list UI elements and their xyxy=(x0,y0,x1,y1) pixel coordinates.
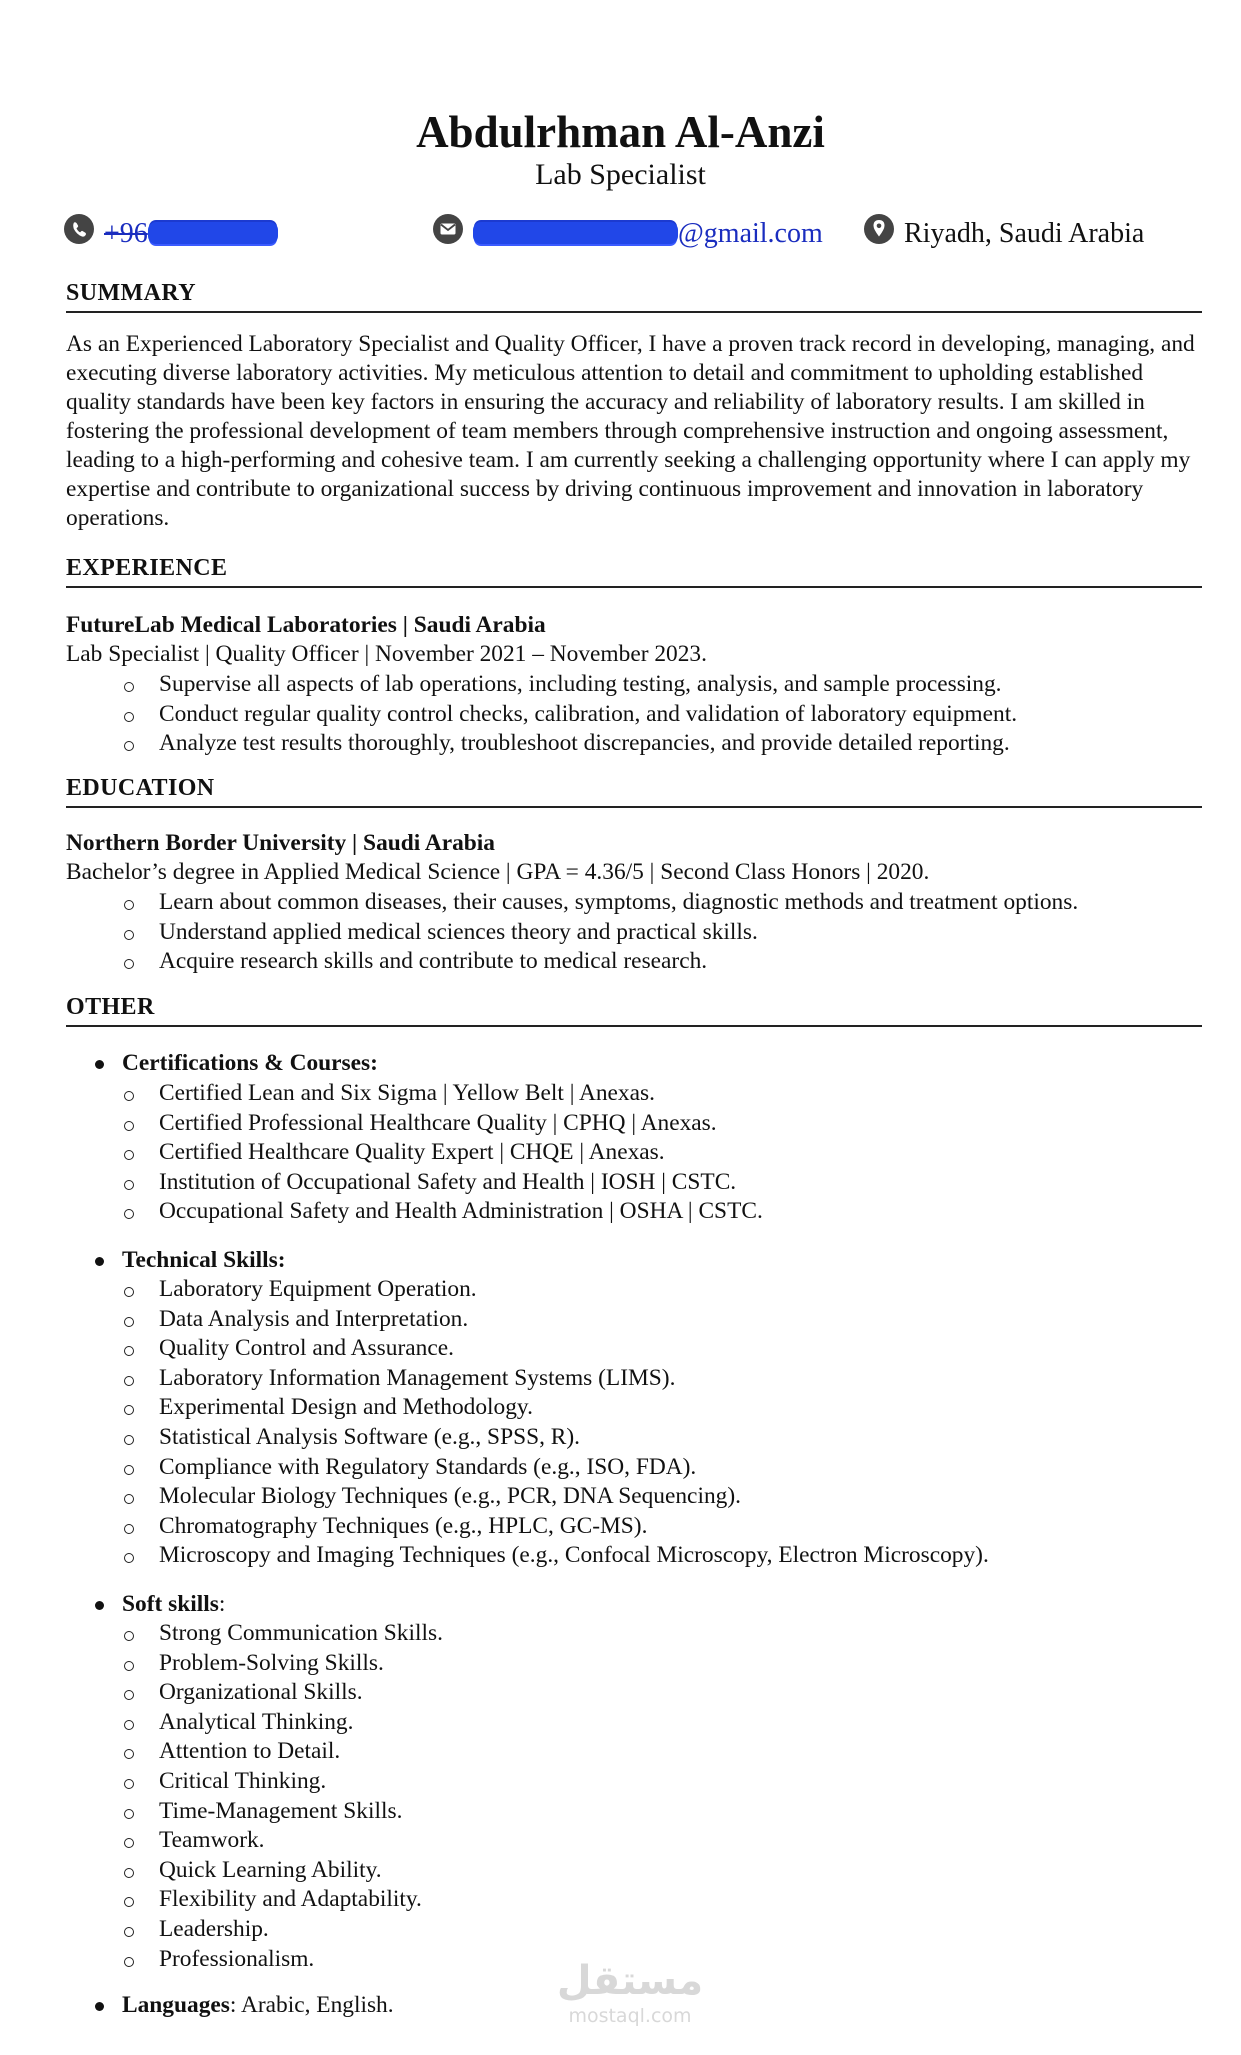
list-item: Time-Management Skills. xyxy=(122,1797,443,1827)
languages-line xyxy=(92,1991,394,2020)
education-degree: Bachelor’s degree in Applied Medical Science | GPA = 4.36/5 | Second Class Honors | 2020. xyxy=(66,859,930,885)
list-item: Strong Communication Skills. xyxy=(122,1619,443,1649)
list-item: Laboratory Information Management Systems (LIMS). xyxy=(122,1364,989,1394)
list-item: Analytical Thinking. xyxy=(122,1708,443,1738)
list-item: Certified Lean and Six Sigma | Yellow Belt | Anexas. xyxy=(122,1079,763,1109)
candidate-name: Abdulrhman Al-Anzi xyxy=(416,107,825,157)
email-icon xyxy=(433,214,463,244)
list-item: Attention to Detail. xyxy=(122,1737,443,1767)
certifications-label: Certifications & Courses: xyxy=(122,1050,378,1076)
list-item: Conduct regular quality control checks, calibration, and validation of laboratory equipment. xyxy=(122,700,1017,730)
certifications-heading xyxy=(92,1049,378,1078)
location-pin-icon xyxy=(864,214,894,244)
education-institution: Northern Border University | Saudi Arabia xyxy=(66,830,496,856)
list-item: Supervise all aspects of lab operations, including testing, analysis, and sample processing. xyxy=(122,670,1017,700)
email-redaction xyxy=(473,222,678,244)
list-item: Microscopy and Imaging Techniques (e.g., Confocal Microscopy, Electron Microscopy). xyxy=(122,1541,989,1571)
experience-organization: FutureLab Medical Laboratories | Saudi Arabia xyxy=(66,612,546,638)
languages-value: : Arabic, English. xyxy=(229,1992,394,2018)
technical-skills-list xyxy=(122,1275,989,1571)
list-item: Learn about common diseases, their causes, symptoms, diagnostic methods and treatment options. xyxy=(122,888,1078,918)
section-heading-other: OTHER xyxy=(66,991,1202,1027)
technical-skills-heading xyxy=(92,1246,286,1275)
certifications-list xyxy=(122,1079,763,1227)
list-item: Understand applied medical sciences theory and practical skills. xyxy=(122,918,1078,948)
list-item: Compliance with Regulatory Standards (e.g., ISO, FDA). xyxy=(122,1453,989,1483)
section-heading-summary: SUMMARY xyxy=(66,277,1202,313)
watermark-latin: mostaql.com xyxy=(568,2005,692,2027)
summary-paragraph: As an Experienced Laboratory Specialist and Quality Officer, I have a proven track record in developing, managing, and executing diverse laboratory activities. My meticulous attention to detail and commitment to upholding established quality standards have been key factors in ensuring the accuracy and reliability of laboratory results. I am skilled in fostering the professional development of team members through comprehensive instruction and ongoing assessment, leading to a high-performing and cohesive team. I am currently seeking a challenging opportunity where I can apply my expertise and contribute to organizational success by driving continuous improvement and innovation in laboratory operations. xyxy=(66,331,1195,531)
list-item: Certified Healthcare Quality Expert | CHQE | Anexas. xyxy=(122,1138,763,1168)
list-item: Chromatography Techniques (e.g., HPLC, GC-MS). xyxy=(122,1512,989,1542)
list-item: Critical Thinking. xyxy=(122,1767,443,1797)
email-domain: @gmail.com xyxy=(678,218,823,249)
list-item: Leadership. xyxy=(122,1915,443,1945)
list-item: Flexibility and Adaptability. xyxy=(122,1885,443,1915)
list-item: Occupational Safety and Health Administration | OSHA | CSTC. xyxy=(122,1197,763,1227)
candidate-title: Lab Specialist xyxy=(535,158,706,191)
education-outcomes-list xyxy=(122,888,1078,977)
technical-skills-label: Technical Skills: xyxy=(122,1247,286,1273)
list-item: Quick Learning Ability. xyxy=(122,1856,443,1886)
languages-label: Languages xyxy=(122,1992,230,2018)
list-item: Experimental Design and Methodology. xyxy=(122,1393,989,1423)
phone-icon xyxy=(64,214,94,244)
watermark-arabic: مستقل xyxy=(556,1958,704,2004)
list-item: Institution of Occupational Safety and Health | IOSH | CSTC. xyxy=(122,1168,763,1198)
list-item: Acquire research skills and contribute to medical research. xyxy=(122,947,1078,977)
list-item: Statistical Analysis Software (e.g., SPSS, R). xyxy=(122,1423,989,1453)
location-text: Riyadh, Saudi Arabia xyxy=(904,218,1145,249)
list-item: Professionalism. xyxy=(122,1945,443,1975)
soft-skills-heading xyxy=(92,1590,225,1619)
section-heading-education: EDUCATION xyxy=(66,772,1202,808)
list-item: Teamwork. xyxy=(122,1826,443,1856)
list-item: Analyze test results thoroughly, troubleshoot discrepancies, and provide detailed reporting. xyxy=(122,729,1017,759)
list-item: Data Analysis and Interpretation. xyxy=(122,1305,989,1335)
list-item: Molecular Biology Techniques (e.g., PCR, DNA Sequencing). xyxy=(122,1482,989,1512)
list-item: Organizational Skills. xyxy=(122,1678,443,1708)
phone-prefix: +96 xyxy=(104,218,148,249)
experience-duties-list xyxy=(122,670,1017,759)
section-heading-experience: EXPERIENCE xyxy=(66,552,1202,588)
list-item: Certified Professional Healthcare Quality | CPHQ | Anexas. xyxy=(122,1109,763,1139)
list-item: Quality Control and Assurance. xyxy=(122,1334,989,1364)
experience-role: Lab Specialist | Quality Officer | November 2021 – November 2023. xyxy=(66,641,707,667)
soft-skills-label: Soft skills xyxy=(122,1591,219,1617)
list-item: Problem-Solving Skills. xyxy=(122,1649,443,1679)
soft-skills-list xyxy=(122,1619,443,1974)
contact-email[interactable] xyxy=(433,214,833,254)
email-address[interactable] xyxy=(473,214,823,254)
phone-number[interactable] xyxy=(104,214,278,254)
contact-location xyxy=(864,214,1204,254)
phone-redaction xyxy=(148,222,278,244)
soft-skills-colon: : xyxy=(218,1591,226,1617)
contact-phone[interactable] xyxy=(64,214,334,254)
list-item: Laboratory Equipment Operation. xyxy=(122,1275,989,1305)
mostaql-watermark xyxy=(545,1958,715,2040)
